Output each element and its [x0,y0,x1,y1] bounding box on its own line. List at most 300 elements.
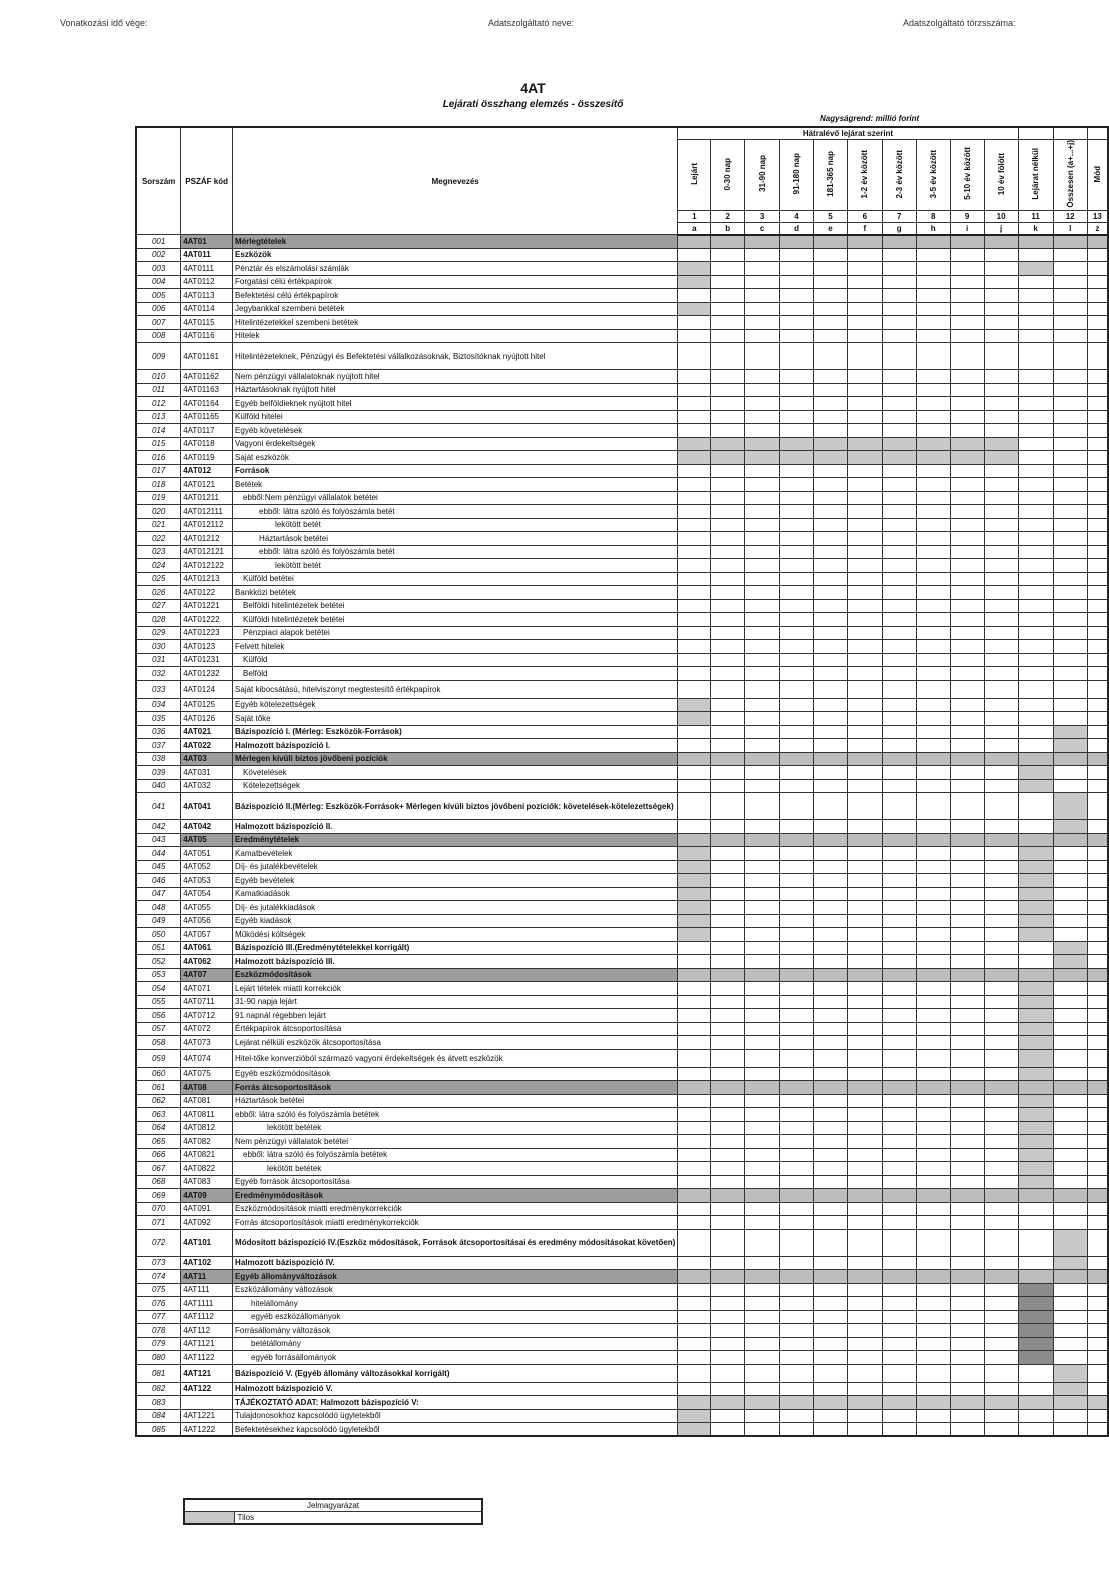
data-cell-5[interactable] [813,955,847,969]
data-cell-11[interactable] [1018,248,1053,262]
data-cell-1[interactable] [678,1108,711,1122]
data-cell-13[interactable] [1087,1067,1108,1081]
data-cell-11[interactable] [1018,955,1053,969]
data-cell-9[interactable] [950,518,984,532]
data-cell-11[interactable] [1018,532,1053,546]
data-cell-4[interactable] [780,928,814,942]
data-cell-4[interactable] [780,1256,814,1270]
data-cell-2[interactable] [711,370,745,384]
data-cell-3[interactable] [745,653,780,667]
data-cell-4[interactable] [780,766,814,780]
data-cell-3[interactable] [745,914,780,928]
data-cell-8[interactable] [916,491,950,505]
data-cell-12[interactable] [1053,1036,1087,1050]
data-cell-10[interactable] [984,505,1018,519]
data-cell-4[interactable] [780,1216,814,1230]
data-cell-8[interactable] [916,1049,950,1067]
data-cell-13[interactable] [1087,887,1108,901]
data-cell-8[interactable] [916,667,950,681]
data-cell-1[interactable] [678,397,711,411]
data-cell-2[interactable] [711,1067,745,1081]
data-cell-7[interactable] [882,518,916,532]
data-cell-13[interactable] [1087,1409,1108,1423]
data-cell-7[interactable] [882,725,916,739]
data-cell-3[interactable] [745,1364,780,1382]
data-cell-9[interactable] [950,545,984,559]
data-cell-9[interactable] [950,860,984,874]
data-cell-7[interactable] [882,1094,916,1108]
data-cell-9[interactable] [950,1409,984,1423]
data-cell-10[interactable] [984,860,1018,874]
data-cell-2[interactable] [711,1049,745,1067]
data-cell-5[interactable] [813,1067,847,1081]
data-cell-8[interactable] [916,1175,950,1189]
data-cell-3[interactable] [745,545,780,559]
data-cell-8[interactable] [916,955,950,969]
data-cell-10[interactable] [984,725,1018,739]
data-cell-3[interactable] [745,464,780,478]
data-cell-6[interactable] [847,928,882,942]
data-cell-5[interactable] [813,698,847,712]
data-cell-4[interactable] [780,289,814,303]
data-cell-2[interactable] [711,1382,745,1396]
data-cell-4[interactable] [780,1022,814,1036]
data-cell-4[interactable] [780,491,814,505]
data-cell-3[interactable] [745,640,780,654]
data-cell-11[interactable] [1018,1216,1053,1230]
data-cell-3[interactable] [745,779,780,793]
data-cell-11[interactable] [1018,316,1053,330]
data-cell-3[interactable] [745,667,780,681]
data-cell-3[interactable] [745,995,780,1009]
data-cell-13[interactable] [1087,1009,1108,1023]
data-cell-3[interactable] [745,1135,780,1149]
data-cell-13[interactable] [1087,1423,1108,1437]
data-cell-1[interactable] [678,613,711,627]
data-cell-4[interactable] [780,275,814,289]
data-cell-6[interactable] [847,1175,882,1189]
data-cell-9[interactable] [950,1364,984,1382]
data-cell-6[interactable] [847,545,882,559]
data-cell-13[interactable] [1087,725,1108,739]
data-cell-5[interactable] [813,901,847,915]
data-cell-7[interactable] [882,766,916,780]
data-cell-5[interactable] [813,545,847,559]
data-cell-2[interactable] [711,640,745,654]
data-cell-9[interactable] [950,1216,984,1230]
data-cell-7[interactable] [882,793,916,820]
data-cell-2[interactable] [711,302,745,316]
data-cell-8[interactable] [916,275,950,289]
data-cell-1[interactable] [678,1148,711,1162]
data-cell-8[interactable] [916,1423,950,1437]
data-cell-9[interactable] [950,410,984,424]
data-cell-5[interactable] [813,1229,847,1256]
data-cell-9[interactable] [950,1283,984,1297]
data-cell-1[interactable] [678,667,711,681]
data-cell-3[interactable] [745,928,780,942]
data-cell-10[interactable] [984,1216,1018,1230]
data-cell-12[interactable] [1053,1175,1087,1189]
data-cell-5[interactable] [813,289,847,303]
data-cell-8[interactable] [916,586,950,600]
data-cell-5[interactable] [813,1409,847,1423]
data-cell-7[interactable] [882,613,916,627]
data-cell-2[interactable] [711,1297,745,1311]
data-cell-3[interactable] [745,1094,780,1108]
data-cell-1[interactable] [678,1067,711,1081]
data-cell-11[interactable] [1018,680,1053,698]
data-cell-3[interactable] [745,316,780,330]
data-cell-11[interactable] [1018,725,1053,739]
data-cell-12[interactable] [1053,1202,1087,1216]
data-cell-12[interactable] [1053,491,1087,505]
data-cell-11[interactable] [1018,289,1053,303]
data-cell-5[interactable] [813,532,847,546]
data-cell-8[interactable] [916,518,950,532]
data-cell-13[interactable] [1087,955,1108,969]
data-cell-6[interactable] [847,901,882,915]
data-cell-7[interactable] [882,275,916,289]
data-cell-6[interactable] [847,874,882,888]
data-cell-10[interactable] [984,712,1018,726]
data-cell-1[interactable] [678,464,711,478]
data-cell-6[interactable] [847,847,882,861]
data-cell-6[interactable] [847,626,882,640]
data-cell-2[interactable] [711,383,745,397]
data-cell-13[interactable] [1087,1229,1108,1256]
data-cell-13[interactable] [1087,1324,1108,1338]
data-cell-9[interactable] [950,874,984,888]
data-cell-13[interactable] [1087,739,1108,753]
data-cell-2[interactable] [711,1337,745,1351]
data-cell-5[interactable] [813,1351,847,1365]
data-cell-7[interactable] [882,1337,916,1351]
data-cell-2[interactable] [711,1216,745,1230]
data-cell-7[interactable] [882,1364,916,1382]
data-cell-2[interactable] [711,275,745,289]
data-cell-1[interactable] [678,1216,711,1230]
data-cell-2[interactable] [711,1036,745,1050]
data-cell-5[interactable] [813,1094,847,1108]
data-cell-9[interactable] [950,397,984,411]
data-cell-1[interactable] [678,370,711,384]
data-cell-13[interactable] [1087,1382,1108,1396]
data-cell-2[interactable] [711,491,745,505]
data-cell-13[interactable] [1087,559,1108,573]
data-cell-12[interactable] [1053,1351,1087,1365]
data-cell-4[interactable] [780,464,814,478]
data-cell-6[interactable] [847,1324,882,1338]
data-cell-12[interactable] [1053,586,1087,600]
data-cell-11[interactable] [1018,941,1053,955]
data-cell-7[interactable] [882,370,916,384]
data-cell-8[interactable] [916,653,950,667]
data-cell-11[interactable] [1018,383,1053,397]
data-cell-10[interactable] [984,302,1018,316]
data-cell-1[interactable] [678,248,711,262]
data-cell-7[interactable] [882,1036,916,1050]
data-cell-5[interactable] [813,1175,847,1189]
data-cell-12[interactable] [1053,437,1087,451]
data-cell-3[interactable] [745,1423,780,1437]
data-cell-9[interactable] [950,712,984,726]
data-cell-7[interactable] [882,995,916,1009]
data-cell-13[interactable] [1087,586,1108,600]
data-cell-13[interactable] [1087,1297,1108,1311]
data-cell-9[interactable] [950,739,984,753]
data-cell-13[interactable] [1087,1351,1108,1365]
data-cell-9[interactable] [950,1324,984,1338]
data-cell-7[interactable] [882,901,916,915]
data-cell-13[interactable] [1087,995,1108,1009]
data-cell-6[interactable] [847,1310,882,1324]
data-cell-2[interactable] [711,518,745,532]
data-cell-2[interactable] [711,820,745,834]
data-cell-1[interactable] [678,1337,711,1351]
data-cell-11[interactable] [1018,1409,1053,1423]
data-cell-3[interactable] [745,532,780,546]
data-cell-3[interactable] [745,698,780,712]
data-cell-7[interactable] [882,739,916,753]
data-cell-4[interactable] [780,982,814,996]
data-cell-8[interactable] [916,532,950,546]
data-cell-3[interactable] [745,1036,780,1050]
data-cell-12[interactable] [1053,329,1087,343]
data-cell-13[interactable] [1087,343,1108,370]
data-cell-1[interactable] [678,1382,711,1396]
data-cell-10[interactable] [984,343,1018,370]
data-cell-8[interactable] [916,1216,950,1230]
data-cell-7[interactable] [882,532,916,546]
data-cell-2[interactable] [711,725,745,739]
data-cell-12[interactable] [1053,410,1087,424]
data-cell-13[interactable] [1087,491,1108,505]
data-cell-4[interactable] [780,1009,814,1023]
data-cell-7[interactable] [882,1202,916,1216]
data-cell-10[interactable] [984,410,1018,424]
data-cell-10[interactable] [984,329,1018,343]
data-cell-4[interactable] [780,302,814,316]
data-cell-13[interactable] [1087,572,1108,586]
data-cell-9[interactable] [950,941,984,955]
data-cell-13[interactable] [1087,640,1108,654]
data-cell-13[interactable] [1087,1256,1108,1270]
data-cell-2[interactable] [711,712,745,726]
data-cell-5[interactable] [813,329,847,343]
data-cell-2[interactable] [711,424,745,438]
data-cell-5[interactable] [813,680,847,698]
data-cell-5[interactable] [813,505,847,519]
data-cell-12[interactable] [1053,532,1087,546]
data-cell-4[interactable] [780,370,814,384]
data-cell-1[interactable] [678,1049,711,1067]
data-cell-10[interactable] [984,464,1018,478]
data-cell-3[interactable] [745,1022,780,1036]
data-cell-13[interactable] [1087,410,1108,424]
data-cell-13[interactable] [1087,248,1108,262]
data-cell-12[interactable] [1053,289,1087,303]
data-cell-5[interactable] [813,793,847,820]
data-cell-5[interactable] [813,599,847,613]
data-cell-11[interactable] [1018,698,1053,712]
data-cell-4[interactable] [780,653,814,667]
data-cell-13[interactable] [1087,1216,1108,1230]
data-cell-2[interactable] [711,1310,745,1324]
data-cell-7[interactable] [882,302,916,316]
data-cell-9[interactable] [950,289,984,303]
data-cell-7[interactable] [882,1121,916,1135]
data-cell-9[interactable] [950,1148,984,1162]
data-cell-8[interactable] [916,1108,950,1122]
data-cell-8[interactable] [916,626,950,640]
data-cell-1[interactable] [678,599,711,613]
data-cell-5[interactable] [813,1324,847,1338]
data-cell-11[interactable] [1018,559,1053,573]
data-cell-6[interactable] [847,779,882,793]
data-cell-12[interactable] [1053,1409,1087,1423]
data-cell-10[interactable] [984,559,1018,573]
data-cell-11[interactable] [1018,505,1053,519]
data-cell-10[interactable] [984,1256,1018,1270]
data-cell-7[interactable] [882,914,916,928]
data-cell-13[interactable] [1087,901,1108,915]
data-cell-3[interactable] [745,478,780,492]
data-cell-7[interactable] [882,712,916,726]
data-cell-8[interactable] [916,941,950,955]
data-cell-12[interactable] [1053,1094,1087,1108]
data-cell-6[interactable] [847,739,882,753]
data-cell-10[interactable] [984,766,1018,780]
data-cell-8[interactable] [916,928,950,942]
data-cell-11[interactable] [1018,667,1053,681]
data-cell-10[interactable] [984,667,1018,681]
data-cell-8[interactable] [916,1148,950,1162]
data-cell-4[interactable] [780,820,814,834]
data-cell-4[interactable] [780,860,814,874]
data-cell-3[interactable] [745,901,780,915]
data-cell-3[interactable] [745,1121,780,1135]
data-cell-11[interactable] [1018,275,1053,289]
data-cell-7[interactable] [882,1049,916,1067]
data-cell-4[interactable] [780,478,814,492]
data-cell-11[interactable] [1018,739,1053,753]
data-cell-1[interactable] [678,1162,711,1176]
data-cell-2[interactable] [711,739,745,753]
data-cell-2[interactable] [711,1202,745,1216]
data-cell-3[interactable] [745,275,780,289]
data-cell-6[interactable] [847,1067,882,1081]
data-cell-1[interactable] [678,1256,711,1270]
data-cell-3[interactable] [745,572,780,586]
data-cell-13[interactable] [1087,532,1108,546]
data-cell-13[interactable] [1087,302,1108,316]
data-cell-7[interactable] [882,1175,916,1189]
data-cell-9[interactable] [950,982,984,996]
data-cell-1[interactable] [678,739,711,753]
data-cell-3[interactable] [745,329,780,343]
data-cell-5[interactable] [813,464,847,478]
data-cell-13[interactable] [1087,464,1108,478]
data-cell-4[interactable] [780,518,814,532]
data-cell-7[interactable] [882,1324,916,1338]
data-cell-5[interactable] [813,559,847,573]
data-cell-4[interactable] [780,1121,814,1135]
data-cell-1[interactable] [678,995,711,1009]
data-cell-7[interactable] [882,572,916,586]
data-cell-7[interactable] [882,1409,916,1423]
data-cell-7[interactable] [882,424,916,438]
data-cell-7[interactable] [882,626,916,640]
data-cell-3[interactable] [745,1283,780,1297]
data-cell-4[interactable] [780,640,814,654]
data-cell-4[interactable] [780,1310,814,1324]
data-cell-2[interactable] [711,1009,745,1023]
data-cell-12[interactable] [1053,599,1087,613]
data-cell-13[interactable] [1087,599,1108,613]
data-cell-3[interactable] [745,626,780,640]
data-cell-3[interactable] [745,860,780,874]
data-cell-13[interactable] [1087,316,1108,330]
data-cell-5[interactable] [813,1216,847,1230]
data-cell-3[interactable] [745,1382,780,1396]
data-cell-3[interactable] [745,410,780,424]
data-cell-6[interactable] [847,1283,882,1297]
data-cell-10[interactable] [984,545,1018,559]
data-cell-4[interactable] [780,1382,814,1396]
data-cell-7[interactable] [882,1067,916,1081]
data-cell-5[interactable] [813,1108,847,1122]
data-cell-6[interactable] [847,1364,882,1382]
data-cell-9[interactable] [950,586,984,600]
data-cell-10[interactable] [984,928,1018,942]
data-cell-7[interactable] [882,955,916,969]
data-cell-1[interactable] [678,1175,711,1189]
data-cell-1[interactable] [678,410,711,424]
data-cell-6[interactable] [847,667,882,681]
data-cell-12[interactable] [1053,275,1087,289]
data-cell-1[interactable] [678,1022,711,1036]
data-cell-2[interactable] [711,1022,745,1036]
data-cell-8[interactable] [916,289,950,303]
data-cell-1[interactable] [678,941,711,955]
data-cell-6[interactable] [847,302,882,316]
data-cell-11[interactable] [1018,464,1053,478]
data-cell-9[interactable] [950,901,984,915]
data-cell-2[interactable] [711,914,745,928]
data-cell-13[interactable] [1087,653,1108,667]
data-cell-12[interactable] [1053,1324,1087,1338]
data-cell-8[interactable] [916,860,950,874]
data-cell-7[interactable] [882,1148,916,1162]
data-cell-4[interactable] [780,941,814,955]
data-cell-11[interactable] [1018,329,1053,343]
data-cell-5[interactable] [813,1382,847,1396]
data-cell-4[interactable] [780,793,814,820]
data-cell-9[interactable] [950,1049,984,1067]
data-cell-6[interactable] [847,599,882,613]
data-cell-12[interactable] [1053,1423,1087,1437]
data-cell-10[interactable] [984,653,1018,667]
data-cell-11[interactable] [1018,1423,1053,1437]
data-cell-11[interactable] [1018,1256,1053,1270]
data-cell-1[interactable] [678,478,711,492]
data-cell-13[interactable] [1087,1121,1108,1135]
data-cell-13[interactable] [1087,928,1108,942]
data-cell-7[interactable] [882,478,916,492]
data-cell-2[interactable] [711,626,745,640]
data-cell-5[interactable] [813,995,847,1009]
